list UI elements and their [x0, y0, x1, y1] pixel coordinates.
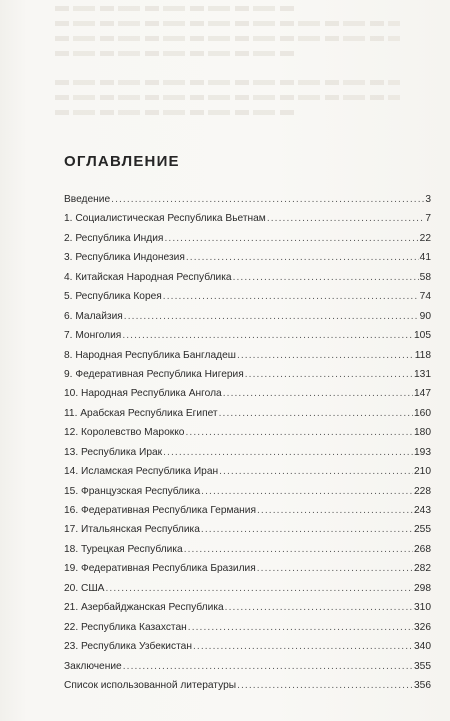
toc-entry-page: 7	[425, 213, 431, 225]
toc-entry-label: 7. Монголия	[64, 330, 122, 342]
toc-entry	[64, 582, 431, 601]
toc-entry	[64, 621, 431, 640]
toc-dot-leader	[163, 290, 419, 303]
toc-entry	[64, 329, 431, 348]
toc-entry	[64, 679, 431, 698]
toc-dot-leader	[223, 387, 413, 400]
toc-entry	[64, 232, 431, 251]
toc-entry-label: Список использованной литературы	[64, 679, 237, 691]
toc-dot-leader	[164, 232, 418, 245]
toc-entry-page: 210	[414, 466, 431, 478]
toc-entry-label: Заключение	[64, 660, 122, 672]
toc-entry-page: 310	[414, 602, 431, 614]
toc-entry-page: 326	[414, 621, 431, 633]
toc-entry-page: 3	[425, 194, 431, 205]
toc-entry-label: 16. Федеративная Республика Германия	[64, 505, 256, 516]
toc-entry	[64, 290, 431, 309]
toc-dot-leader	[111, 193, 424, 206]
toc-entry	[64, 387, 431, 406]
toc-dot-leader	[163, 446, 413, 459]
toc-entry-page: 22	[419, 232, 431, 244]
toc-entry-page: 193	[414, 446, 431, 458]
toc-entry	[64, 446, 431, 465]
toc-entry-page: 356	[414, 679, 431, 691]
toc-entry-label: 5. Республика Корея	[64, 291, 162, 303]
toc-entry-label: 4. Китайская Народная Республика	[64, 271, 232, 283]
toc-entry	[64, 310, 431, 329]
toc-entry-page: 243	[414, 505, 431, 516]
toc-entry-label: 13. Республика Ирак	[64, 446, 163, 458]
toc-dot-leader	[257, 504, 413, 517]
toc-entry-page: 268	[414, 543, 431, 555]
toc-entry-label: 6. Малайзия	[64, 310, 123, 322]
toc-entry-label: 21. Азербайджанская Республика	[64, 602, 224, 614]
toc-dot-leader	[225, 601, 413, 614]
toc-entry-label: 9. Федеративная Республика Нигерия	[64, 368, 244, 380]
table-of-contents	[64, 193, 431, 698]
toc-entry-page: 282	[414, 563, 431, 575]
toc-entry	[64, 407, 431, 426]
bleed-through-text	[55, 6, 400, 125]
toc-entry-label: 19. Федеративная Республика Бразилия	[64, 563, 256, 575]
toc-entry	[64, 660, 431, 679]
toc-dot-leader	[219, 465, 413, 478]
toc-dot-leader	[257, 562, 413, 575]
toc-entry-label: 23. Республика Узбекистан	[64, 641, 192, 653]
toc-heading: ОГЛАВЛЕНИЕ	[64, 153, 180, 170]
toc-entry-page: 105	[414, 330, 431, 342]
toc-entry-label: 14. Исламская Республика Иран	[64, 466, 219, 478]
toc-entry	[64, 465, 431, 484]
toc-dot-leader	[201, 523, 413, 536]
toc-entry-label: 17. Итальянская Республика	[64, 524, 200, 536]
toc-dot-leader	[267, 212, 425, 225]
toc-entry-page: 355	[414, 660, 431, 672]
toc-entry-label: 11. Арабская Республика Египет	[64, 407, 218, 419]
toc-dot-leader	[201, 485, 413, 498]
toc-dot-leader	[184, 543, 413, 556]
toc-entry-page: 228	[414, 485, 431, 497]
toc-entry-page: 58	[419, 271, 431, 283]
toc-entry-label: 18. Турецкая Республика	[64, 543, 183, 555]
toc-entry	[64, 212, 431, 231]
toc-dot-leader	[237, 679, 413, 692]
toc-entry-page: 255	[414, 524, 431, 536]
toc-entry-page: 180	[414, 427, 431, 439]
toc-entry	[64, 601, 431, 620]
toc-dot-leader	[124, 310, 419, 323]
toc-entry-label: 8. Народная Республика Бангладеш	[64, 349, 236, 361]
toc-entry	[64, 193, 431, 212]
toc-entry-label: 2. Республика Индия	[64, 232, 164, 244]
toc-entry	[64, 485, 431, 504]
toc-dot-leader	[105, 582, 413, 595]
toc-entry-page: 118	[414, 349, 431, 361]
toc-entry-page: 41	[419, 252, 431, 264]
toc-entry	[64, 349, 431, 368]
toc-entry-label: 22. Республика Казахстан	[64, 621, 187, 633]
toc-dot-leader	[237, 349, 414, 362]
toc-dot-leader	[233, 271, 419, 284]
toc-dot-leader	[193, 640, 413, 653]
toc-entry	[64, 251, 431, 270]
toc-entry-page: 298	[414, 582, 431, 594]
toc-dot-leader	[185, 426, 413, 439]
toc-entry	[64, 562, 431, 581]
toc-entry-label: 12. Королевство Марокко	[64, 427, 185, 439]
toc-entry-label: 15. Французская Республика	[64, 485, 201, 497]
toc-dot-leader	[245, 368, 413, 381]
toc-entry-label: 3. Республика Индонезия	[64, 252, 185, 264]
toc-dot-leader	[123, 660, 413, 673]
toc-dot-leader	[219, 407, 413, 420]
toc-entry-page: 131	[414, 368, 431, 380]
toc-entry	[64, 523, 431, 542]
toc-entry	[64, 368, 431, 387]
toc-entry-label: Введение	[64, 194, 111, 205]
toc-entry-page: 90	[419, 310, 431, 322]
toc-entry-label: 20. США	[64, 582, 105, 594]
toc-entry	[64, 504, 431, 523]
toc-entry-page: 340	[414, 641, 431, 653]
toc-entry	[64, 426, 431, 445]
toc-entry-label: 1. Социалистическая Республика Вьетнам	[64, 213, 266, 225]
toc-entry-page: 74	[419, 291, 431, 303]
toc-dot-leader	[188, 621, 413, 634]
toc-entry-page: 160	[414, 407, 431, 419]
toc-entry-page: 147	[414, 388, 431, 400]
toc-entry	[64, 271, 431, 290]
toc-entry-label: 10. Народная Республика Ангола	[64, 388, 222, 400]
toc-entry	[64, 640, 431, 659]
toc-entry	[64, 543, 431, 562]
toc-dot-leader	[186, 251, 419, 264]
toc-dot-leader	[122, 329, 413, 342]
